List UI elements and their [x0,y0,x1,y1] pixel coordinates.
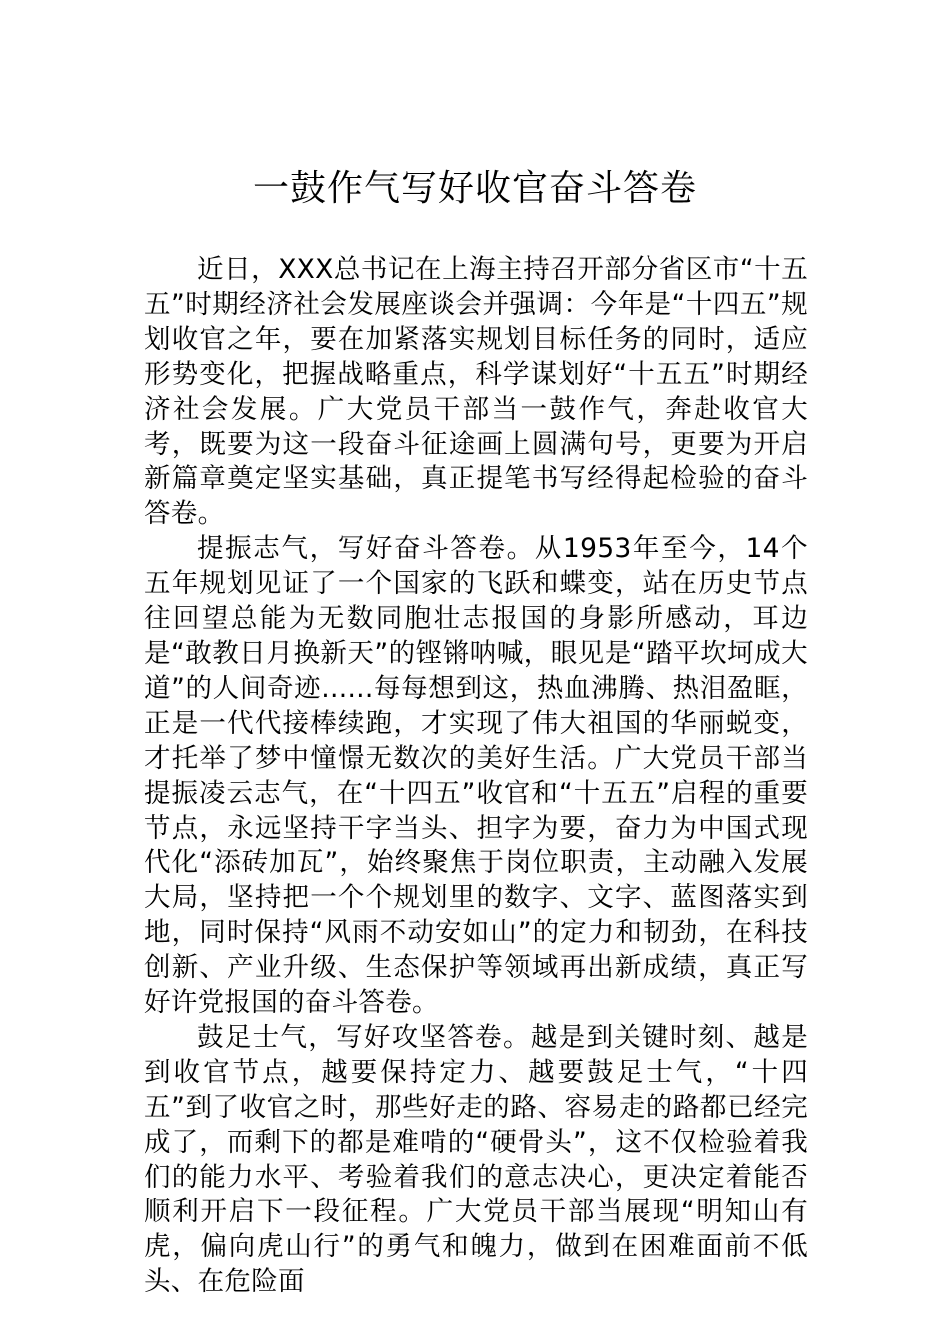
document-body [144,253,808,1300]
paragraph-intro: 近日，XXX总书记在上海主持召开部分省区市“十五五”时期经济社会发展座谈会并强调：今年是“十四五”规划收官之年，要在加紧落实规划目标任务的同时，适应形势变化，把握战略重点，科学谋划好“十五五”时期经济社会发展。广大党员干部当一鼓作气，奔赴收官大考，既要为这一段奋斗征途画上圆满句号，更要为开启新篇章奠定坚实基础，真正提笔书写经得起检验的奋斗答卷。 [144,254,808,530]
paragraph-struggle: 提振志气，写好奋斗答卷。从1953年至今，14个五年规划见证了一个国家的飞跃和蝶变，站在历史节点往回望总能为无数同胞壮志报国的身影所感动，耳边是“敢教日月换新天”的铿锵呐喊，眼见是“踏平坎坷成大道”的人间奇迹......每每想到这，热血沸腾、热泪盈眶，正是一代代接棒续跑，才实现了伟大祖国的华丽蜕变，才托举了梦中憧憬无数次的美好生活。广大党员干部当提振凌云志气，在“十四五”收官和“十五五”启程的重要节点，永远坚持干字当头、担字为要，奋力为中国式现代化“添砖加瓦”，始终聚焦于岗位职责，主动融入发展大局，坚持把一个个规划里的数字、文字、蓝图落实到地，同时保持“风雨不动安如山”的定力和韧劲，在科技创新、产业升级、生态保护等领域再出新成绩，真正写好许党报国的奋斗答卷。 [144,533,808,1019]
paragraph-tackle: 鼓足士气，写好攻坚答卷。越是到关键时刻、越是到收官节点，越要保持定力、越要鼓足士气，“十四五”到了收官之时，那些好走的路、容易走的路都已经完成了，而剩下的都是难啃的“硬骨头”，这不仅检验着我们的能力水平、考验着我们的意志决心，更决定着能否顺利开启下一段征程。广大党员干部当展现“明知山有虎，偏向虎山行”的勇气和魄力，做到在困难面前不低头、在危险面 [144,1021,808,1298]
document-title: 一鼓作气写好收官奋斗答卷 [252,168,697,209]
